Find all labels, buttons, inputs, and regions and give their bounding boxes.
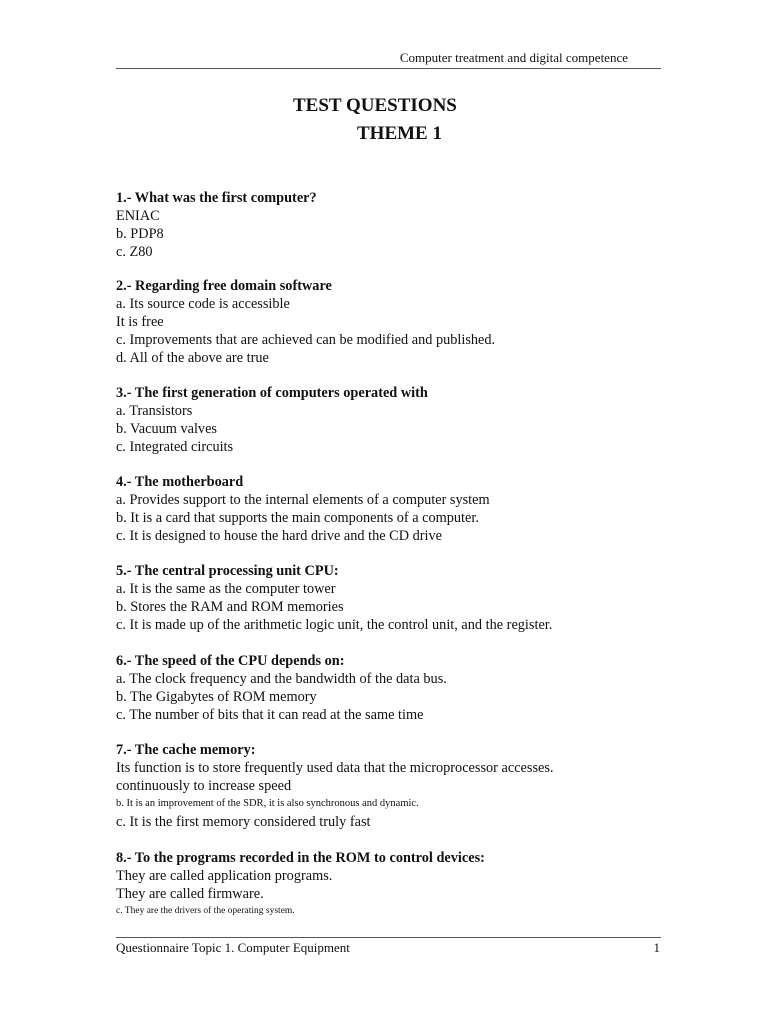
answer-option: c. The number of bits that it can read at the same time: [116, 707, 424, 723]
answer-option: a. Provides support to the internal elements of a computer system: [116, 492, 490, 508]
question-block-4: [116, 473, 676, 545]
question-text: 7.- The cache memory:: [116, 742, 256, 758]
answer-option: a. The clock frequency and the bandwidth of the data bus.: [116, 671, 447, 687]
answer-option: d. All of the above are true: [116, 350, 269, 366]
answer-option: Its function is to store frequently used data that the microprocessor accesses.: [116, 760, 554, 776]
answer-option: b. Stores the RAM and ROM memories: [116, 599, 344, 615]
answer-option: ENIAC: [116, 208, 160, 224]
answer-option: a. It is the same as the computer tower: [116, 581, 336, 597]
answer-option: a. Its source code is accessible: [116, 296, 290, 312]
page-number: 1: [653, 940, 660, 955]
answer-option: c. Z80: [116, 244, 153, 260]
question-text: 6.- The speed of the CPU depends on:: [116, 653, 345, 669]
answer-option: They are called application programs.: [116, 868, 333, 884]
question-block-8: [116, 849, 676, 919]
answer-option: It is free: [116, 314, 164, 330]
answer-option: b. It is an improvement of the SDR, it is also synchronous and dynamic.: [116, 798, 419, 809]
question-text: 8.- To the programs recorded in the ROM to control devices:: [116, 850, 485, 866]
question-block-7: [116, 741, 676, 831]
question-text: 5.- The central processing unit CPU:: [116, 563, 339, 579]
question-text: 1.- What was the first computer?: [116, 190, 317, 206]
answer-option: continuously to increase speed: [116, 778, 292, 794]
answer-option: c. It is the first memory considered truly fast: [116, 814, 371, 830]
answer-option: c. Improvements that are achieved can be modified and published.: [116, 332, 496, 348]
answer-option: c. It is designed to house the hard drive and the CD drive: [116, 528, 442, 544]
question-text: 3.- The first generation of computers operated with: [116, 385, 428, 401]
question-block-6: [116, 652, 676, 724]
question-block-2: [116, 277, 676, 367]
answer-option: c. They are the drivers of the operating system.: [116, 906, 295, 916]
question-block-5: [116, 562, 676, 634]
answer-option: b. It is a card that supports the main components of a computer.: [116, 510, 479, 526]
header-rule: [116, 68, 661, 69]
running-header: Computer treatment and digital competence: [399, 50, 628, 65]
footer-rule: [116, 937, 661, 938]
answer-option: c. Integrated circuits: [116, 439, 234, 455]
question-block-1: [116, 189, 676, 261]
answer-option: a. Transistors: [116, 403, 193, 419]
answer-option: b. Vacuum valves: [116, 421, 217, 437]
question-block-3: [116, 384, 676, 456]
question-text: 4.- The motherboard: [116, 474, 244, 490]
answer-option: b. PDP8: [116, 226, 164, 242]
answer-option: They are called firmware.: [116, 886, 264, 902]
answer-option: b. The Gigabytes of ROM memory: [116, 689, 317, 705]
question-text: 2.- Regarding free domain software: [116, 278, 332, 294]
running-footer: Questionnaire Topic 1. Computer Equipment: [116, 940, 350, 955]
document-subtitle: THEME 1: [357, 123, 442, 144]
document-title: TEST QUESTIONS: [293, 95, 457, 116]
answer-option: c. It is made up of the arithmetic logic unit, the control unit, and the register.: [116, 617, 553, 633]
